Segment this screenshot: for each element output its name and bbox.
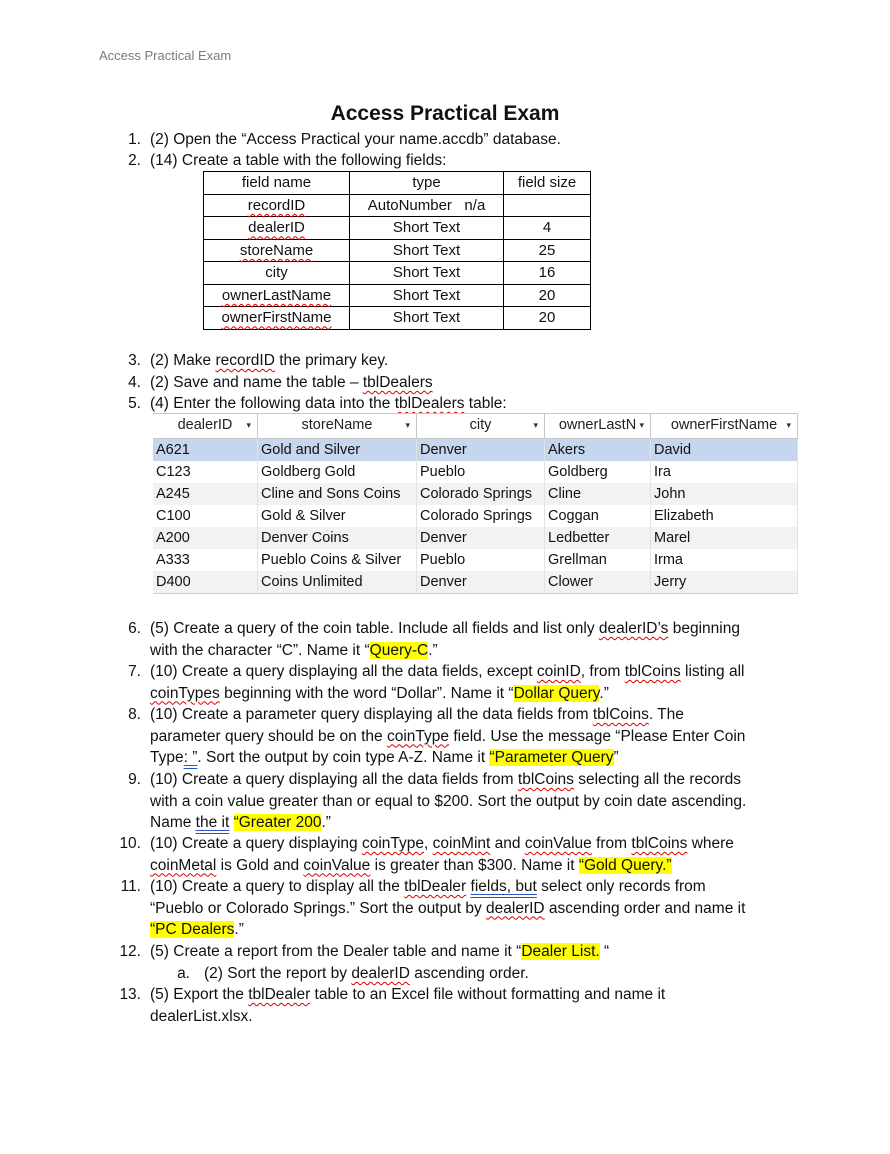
table-cell: Short Text [350, 217, 504, 240]
text-run: is greater than $300. Name it [370, 856, 579, 874]
step-text [150, 984, 665, 1027]
table-cell[interactable]: Ledbetter [545, 527, 651, 549]
column-header-ownerfirstname[interactable] [651, 414, 798, 438]
text-run: .” [321, 814, 331, 831]
step-number: 7. [128, 663, 141, 680]
header-cell: field size [504, 172, 591, 195]
text-run: tblCoins [592, 706, 649, 723]
step-text: (14) Create a table with the following fields: [150, 152, 447, 169]
table-row[interactable] [153, 549, 798, 571]
table-cell[interactable]: C123 [153, 461, 258, 483]
table-cell[interactable]: D400 [153, 571, 258, 593]
table-cell[interactable]: Denver [417, 527, 545, 549]
text-run: coinValue [303, 856, 371, 874]
column-label: ownerLastN [558, 417, 637, 433]
text-run: Name [150, 814, 196, 831]
table-cell: Short Text [350, 284, 504, 307]
text-run: beginning [668, 620, 740, 637]
text-run: (5) Export the [150, 986, 249, 1003]
text-run: tblCoins [517, 771, 574, 788]
table-row [204, 307, 591, 330]
text-run: coinID [536, 663, 581, 680]
text-run: beginning with the word “Dollar”. Name it “ [219, 684, 514, 702]
table-cell[interactable]: Cline and Sons Coins [258, 483, 417, 505]
table-row [204, 194, 591, 217]
table-cell: dealerID [248, 219, 305, 237]
step-number: 2. [128, 152, 141, 169]
table-cell: AutoNumber n/a [350, 194, 504, 217]
table-cell[interactable]: Goldberg [545, 461, 651, 483]
dropdown-arrow-icon[interactable]: ▾ [246, 420, 251, 430]
column-header-city[interactable] [417, 414, 545, 438]
table-cell: 20 [504, 307, 591, 330]
table-row[interactable] [153, 461, 798, 483]
text-run: tblDealers [362, 374, 433, 391]
table-cell[interactable]: Pueblo Coins & Silver [258, 549, 417, 571]
step-text [150, 372, 433, 394]
table-cell: 25 [504, 239, 591, 262]
table-cell[interactable]: Clower [545, 571, 651, 593]
highlighted-text: Dealer List. [521, 943, 600, 960]
text-run: the it [195, 814, 230, 831]
text-run: with a coin value greater than or equal to $200. Sort the output by coin date ascending. [150, 792, 747, 810]
text-run: .” [599, 684, 609, 702]
text-run: (5) Create a query of the coin table. Include all fields and list only [150, 620, 599, 637]
text-run: (2) Sort the report by [204, 965, 352, 982]
table-cell[interactable]: Cline [545, 483, 651, 505]
text-run: where [687, 835, 734, 852]
text-run: field. Use the message “Please Enter Coin [449, 727, 746, 745]
text-run: .” [234, 921, 244, 938]
text-run: ascending order. [409, 965, 529, 982]
text-run: dealerList.xlsx. [150, 1007, 253, 1025]
text-run: dealerID [486, 899, 545, 917]
text-run: coinValue [524, 835, 592, 852]
step-number: a. [177, 965, 190, 982]
table-cell[interactable]: Pueblo [417, 549, 545, 571]
text-run: from [591, 835, 632, 852]
step-text [150, 661, 744, 704]
text-run: “Pueblo or Colorado Springs.” Sort the output by [150, 899, 487, 917]
table-row[interactable] [153, 505, 798, 527]
text-run: coinType [361, 835, 424, 852]
step-text [150, 941, 609, 963]
table-cell[interactable]: Irma [651, 549, 798, 571]
step-number: 13. [119, 986, 141, 1003]
step-number: 12. [119, 943, 141, 960]
highlighted-text: Query-C [369, 641, 429, 659]
column-label: storeName [301, 417, 373, 433]
table-row[interactable] [153, 527, 798, 549]
text-run: (2) Save and name the table – [150, 374, 363, 391]
table-cell[interactable]: Grellman [545, 549, 651, 571]
text-run: (4) Enter the following data into the [150, 395, 395, 412]
table-cell[interactable]: Colorado Springs [417, 505, 545, 527]
datasheet-bottom-border [153, 593, 798, 597]
dropdown-arrow-icon[interactable]: ▾ [639, 420, 644, 430]
text-run: parameter query should be on the [150, 727, 387, 745]
highlighted-text: “Gold Query.” [578, 856, 672, 874]
step-text [150, 350, 388, 372]
text-run: coinMetal [150, 856, 217, 874]
table-cell[interactable]: Coggan [545, 505, 651, 527]
step-text [204, 963, 529, 985]
column-label: dealerID [177, 417, 233, 433]
table-row[interactable] [153, 483, 798, 505]
table-cell[interactable]: Marel [651, 527, 798, 549]
table-cell[interactable]: Denver [417, 571, 545, 593]
datasheet-header [153, 413, 798, 439]
step-text [150, 833, 734, 876]
text-run: (2) Make [150, 352, 216, 369]
table-row[interactable] [153, 571, 798, 593]
step-number: 1. [128, 131, 141, 148]
table-cell: ownerFirstName [221, 309, 332, 327]
text-run: tblDealers [394, 395, 465, 412]
table-cell[interactable]: Goldberg Gold [258, 461, 417, 483]
header-cell: field name [204, 172, 350, 195]
table-cell: Short Text [350, 307, 504, 330]
table-row [204, 284, 591, 307]
text-run: (10) Create a parameter query displaying all the data fields from [150, 706, 593, 723]
table-cell: 16 [504, 262, 591, 285]
table-cell[interactable]: Coins Unlimited [258, 571, 417, 593]
step-number: 10. [119, 835, 141, 852]
table-cell[interactable]: A333 [153, 549, 258, 571]
table-cell: Short Text [350, 239, 504, 262]
text-run: .” [428, 641, 438, 659]
table-cell[interactable]: Akers [545, 439, 651, 461]
table-row[interactable] [153, 439, 798, 461]
text-run: listing all [680, 663, 745, 680]
text-run: , from [580, 663, 625, 680]
text-run: fields, but [470, 878, 537, 895]
column-header-ownerlastname[interactable] [545, 414, 651, 438]
table-cell[interactable]: Gold & Silver [258, 505, 417, 527]
document-title: Access Practical Exam [330, 102, 560, 125]
table-cell: ownerLastName [221, 286, 332, 304]
text-run: select only records from [536, 878, 706, 895]
table-cell[interactable]: Denver [417, 439, 545, 461]
step-number: 9. [128, 771, 141, 788]
text-run: dealerID [351, 965, 410, 982]
text-run: table: [464, 395, 507, 412]
table-cell: 20 [504, 284, 591, 307]
table-cell[interactable]: Gold and Silver [258, 439, 417, 461]
table-cell: city [204, 262, 350, 285]
text-run: selecting all the records [573, 771, 742, 788]
table-cell[interactable]: Denver Coins [258, 527, 417, 549]
step-text [150, 704, 745, 769]
dropdown-arrow-icon[interactable]: ▾ [533, 420, 538, 430]
text-run: ” [613, 749, 619, 766]
table-cell [504, 194, 591, 217]
text-run: “ [599, 943, 610, 960]
text-run: with the character “C”. Name it “ [150, 641, 370, 659]
text-run: and [490, 835, 525, 852]
text-run: coinMint [432, 835, 491, 852]
text-run: tblDealer [248, 986, 311, 1003]
text-run: dealerID’s [598, 620, 669, 637]
text-run: (10) Create a query displaying all the data fields from [150, 771, 518, 788]
text-run: (10) Create a query to display all the [150, 878, 405, 895]
step-number: 3. [128, 352, 141, 369]
table-cell[interactable]: A200 [153, 527, 258, 549]
text-run: table to an Excel file without formatting and name it [310, 986, 666, 1003]
table-row [204, 239, 591, 262]
text-run: Type [150, 749, 184, 766]
table-cell[interactable]: Elizabeth [651, 505, 798, 527]
table-cell[interactable]: Colorado Springs [417, 483, 545, 505]
column-header-storename[interactable] [258, 414, 417, 438]
step-number: 4. [128, 374, 141, 391]
table-row [204, 217, 591, 240]
table-cell: Short Text [350, 262, 504, 285]
page-header: Access Practical Exam [99, 48, 232, 63]
text-run: . Sort the output by coin type A-Z. Name it [197, 749, 490, 766]
step-text: (2) Open the “Access Practical your name.accdb” database. [150, 131, 561, 148]
step-number: 8. [128, 706, 141, 723]
table-cell[interactable]: A621 [153, 439, 258, 461]
text-run: . The [648, 706, 684, 723]
highlighted-text: “Parameter Query [489, 749, 614, 766]
table-cell: storeName [239, 241, 314, 259]
text-run: coinTypes [150, 684, 220, 702]
table-row [204, 262, 591, 285]
highlighted-text: PC Dealers [155, 921, 235, 938]
fields-table-header [204, 172, 591, 195]
text-run [229, 814, 233, 831]
table-cell[interactable]: Jerry [651, 571, 798, 593]
text-run: (5) Create a report from the Dealer table and name it “ [150, 943, 522, 960]
highlighted-text: “Greater 200 [233, 814, 322, 831]
text-run: coinType [386, 727, 450, 745]
table-cell: 4 [504, 217, 591, 240]
table-cell[interactable]: Pueblo [417, 461, 545, 483]
text-run: tblCoins [624, 663, 681, 680]
highlighted-text: “ [150, 921, 156, 938]
step-number: 5. [128, 395, 141, 412]
column-label: ownerFirstName [670, 417, 778, 433]
table-cell[interactable]: David [651, 439, 798, 461]
text-run: tblDealer [404, 878, 467, 895]
text-run: , [424, 835, 433, 852]
header-cell: type [350, 172, 504, 195]
dropdown-arrow-icon[interactable]: ▾ [405, 420, 410, 430]
text-run: tblCoins [631, 835, 688, 852]
step-text [150, 393, 507, 415]
table-cell[interactable]: John [651, 483, 798, 505]
column-label: city [469, 417, 492, 433]
column-header-dealerid[interactable] [153, 414, 258, 438]
table-cell[interactable]: A245 [153, 483, 258, 505]
text-run: (10) Create a query displaying [150, 835, 362, 852]
text-run: recordID [215, 352, 275, 369]
step-text [150, 618, 740, 661]
step-number: 6. [128, 620, 141, 637]
fields-table [203, 171, 591, 330]
table-cell[interactable]: C100 [153, 505, 258, 527]
dropdown-arrow-icon[interactable]: ▾ [786, 420, 791, 430]
text-run: : ” [183, 749, 198, 766]
highlighted-text: Dollar Query [513, 684, 600, 702]
text-run: the primary key. [274, 352, 389, 369]
dealers-datasheet [153, 413, 798, 597]
table-cell[interactable]: Ira [651, 461, 798, 483]
text-run: (10) Create a query displaying all the data fields, except [150, 663, 537, 680]
step-text [150, 876, 745, 941]
step-number: 11. [120, 878, 141, 895]
table-cell: recordID [247, 196, 306, 214]
text-run: ascending order and name it [544, 899, 746, 917]
step-text [150, 769, 746, 834]
text-run: is Gold and [216, 856, 304, 874]
